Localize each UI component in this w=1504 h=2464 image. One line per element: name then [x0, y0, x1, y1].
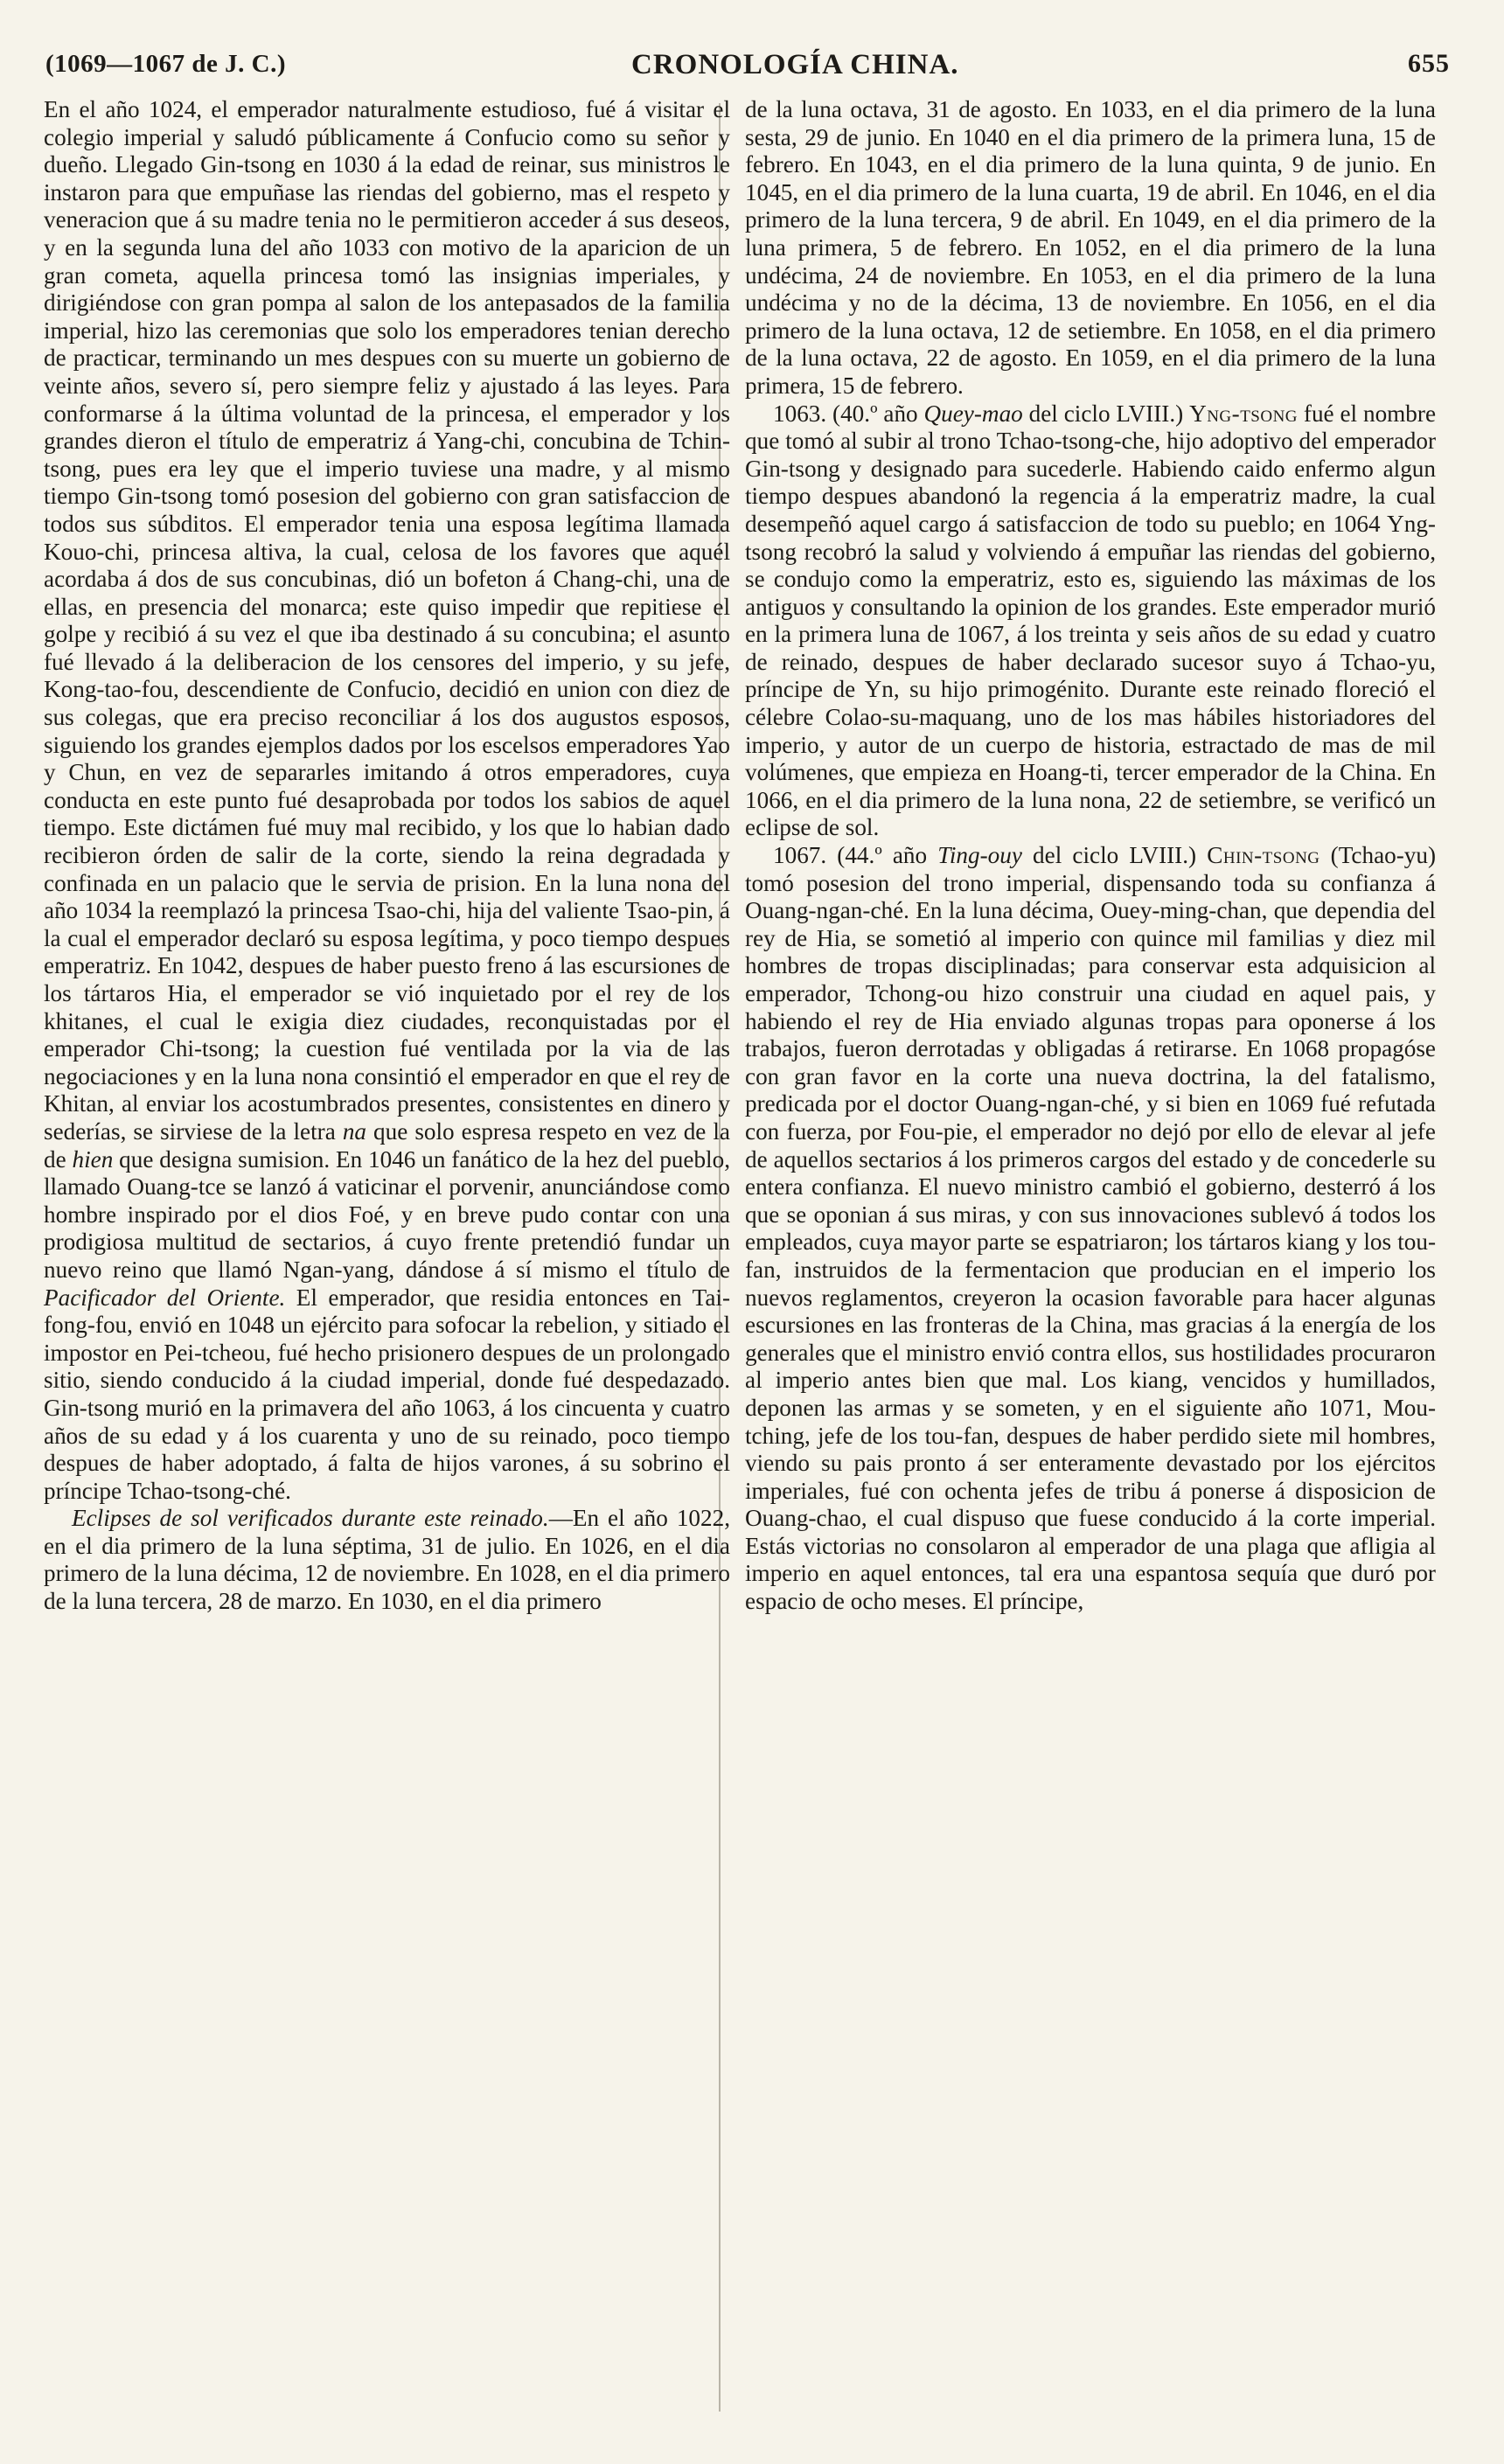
- entry-1067-intro: 1067. (44.º año: [773, 842, 928, 869]
- eclipses-heading: Eclipses de sol verificados durante este reinado.: [72, 1505, 549, 1532]
- entry-1067: [745, 842, 1436, 1616]
- right-paragraph-continuation: de la luna octava, 31 de agosto. En 1033, en el dia primero de la luna sesta, 29 de junio. En 1040 en el dia primero de la primera luna, 15 de febrero. En 1043, en el dia primero de la luna quinta, 9 de junio. En 1045, en el dia primero de la luna cuarta, 19 de abril. En 1046, en el dia primero de la luna tercera, 9 de abril. En 1049, en el dia primero de la luna primera, 5 de febrero. En 1052, en el dia primero de la luna undécima, 24 de noviembre. En 1053, en el dia primero de la luna undécima y no de la décima, 13 de noviembre. En 1056, en el dia primero de la luna octava, 12 de setiembre. En 1058, en el dia primero de la luna octava, 22 de agosto. En 1059, en el dia primero de la luna primera, 15 de febrero.: [745, 96, 1436, 399]
- right-column: [745, 96, 1436, 1616]
- entry-1067-text: (Tchao-yu) tomó posesion del trono imperial, dispensando toda su confianza á Ouang-ngan-ché. En la luna décima, Ouey-ming-chan, que dependia del rey de Hia, se sometió al imperio con quince mil familias y diez mil hombres de tropas disciplinadas; para conservar esta adquisicion al emperador, Tchong-ou hizo construir una ciudad en aquel pais, y habiendo el rey de Hia enviado algunas tropas para oponerse á los trabajos, fueron derrotadas y obligadas á retirarse. En 1068 propagóse con gran favor en la corte una nueva doctrina, la del fatalismo, predicada por el doctor Ouang-ngan-ché, y si bien en 1069 fué refutada con fuerza, por Fou-pie, el emperador no dejó por ello de elevar al jefe de aquellos sectarios á los primeros cargos del estado y de concederle su entera confianza. El nuevo ministro cambió el gobierno, desterró á los que se oponian á sus miras, y con sus innovaciones sublevó á todos los empleados, cuya mayor parte se espatriaron; los tártaros kiang y los tou-fan, instruidos de la fermentacion que producian en el imperio los nuevos reglamentos, creyeron la ocasion favorable para hacer algunas escursiones en las fronteras de la China, mas gracias á la energía de los generales que el ministro envió contra ellos, sus hostilidades procuraron al imperio antes bien que mal. Los kiang, vencidos y humillados, deponen las armas y se someten, y en el siguiente año 1071, Mou-tching, jefe de los tou-fan, despues de haber perdido siete mil hombres, viendo su pais pronto á ser enteramente devastado por los ejércitos imperiales, fué con ochenta jefes de tribu á ponerse á disposicion de Ouang-chao, el cual dispuso que fuese conducido á la corte imperial. Estás victorias no consolaron al emperador de una plaga que afligia al imperio en aquel entonces, tal era una espantosa sequía que duró por espacio de ocho meses. El príncipe,: [745, 842, 1437, 1615]
- left-column: [44, 96, 730, 1616]
- entry-1067-ruler: Chin-tsong: [1207, 842, 1320, 869]
- left-text-d: El emperador, que residia entonces en Tai-fong-fou, envió en 1048 un ejército para sofocar la rebelion, y sitiado el impostor en Pei-tcheou, fué hecho prisionero despues de un prolongado sitio, siendo conducido á la ciudad imperial, donde fué despedazado. Gin-tsong murió en la primavera del año 1063, á los cincuenta y cuatro años de su edad y á los cuarenta y uno de su reinado, poco tiempo despues de haber adoptado, á falta de hijos varones, á su sobrino el príncipe Tchao-tsong-ché.: [44, 1284, 730, 1504]
- entry-1063-ruler: Yng-tsong: [1189, 400, 1299, 427]
- left-text-b: que solo espresa respeto en vez de la de: [44, 1117, 730, 1173]
- word-na: na: [342, 1117, 366, 1145]
- entry-1063-text: fué el nombre que tomó al subir al trono Tchao-tsong-che, hijo adoptivo del emperador Gin-tsong y designado para sucederle. Habiendo caido enfermo algun tiempo despues abandonó la regencia á la emperatriz madre, la cual desempeñó aquel cargo á satisfaccion de todo su pueblo; en 1064 Yng-tsong recobró la salud y volviendo á empuñar las riendas del gobierno, se condujo como la emperatriz, esto es, siguiendo las máximas de los antiguos y consultando la opinion de los grandes. Este emperador murió en la primera luna de 1067, á los treinta y seis años de su edad y cuatro de reinado, despues de haber declarado sucesor suyo á Tchao-yu, príncipe de Yn, su hijo primogénito. Durante este reinado floreció el célebre Colao-su-maquang, uno de los mas hábiles historiadores del imperio, y autor de un cuerpo de historia, estractado de mas de mil volúmenes, que empieza en Hoang-ti, tercer emperador de la China. En 1066, en el dia primero de la luna nona, 22 de setiembre, se verificó un eclipse de sol.: [745, 400, 1437, 841]
- word-hien: hien: [72, 1145, 114, 1173]
- left-text-a: En el año 1024, el emperador naturalmente estudioso, fué á visitar el colegio imperial y saludó públicamente á Confucio como su señor y dueño. Llegado Gin-tsong en 1030 á la edad de reinar, sus ministros le instaron para que empuñase las riendas del gobierno, mas el respeto y veneracion que á su madre tenia no le permitieron acceder á sus deseos, y en la segunda luna del año 1033 con motivo de la aparicion de un gran cometa, aquella princesa tomó las insignias imperiales, y dirigiéndose con gran pompa al salon de los antepasados de la familia imperial, hizo las ceremonias que solo los emperadores tenian derecho de practicar, terminando un mes despues con su muerte un gobierno de veinte años, severo sí, pero siempre feliz y ajustado á las leyes. Para conformarse á la última voluntad de la princesa, el emperador y los grandes dieron el título de emperatriz á Yang-chi, concubina de Tchin-tsong, pues era ley que el imperio tuviese una madre, y al mismo tiempo Gin-tsong tomó posesion del gobierno con gran satisfaccion de todos sus súbditos. El emperador tenia una esposa legítima llamada Kouo-chi, princesa altiva, la cual, celosa de los favores que aquél acordaba á dos de sus concubinas, dió un bofeton á Chang-chi, una de ellas, en presencia del monarca; este quiso impedir que repitiese el golpe y recibió á su vez el que iba destinado á su concubina; el asunto fué llevado á la deliberacion de los censores del imperio, y su jefe, Kong-tao-fou, descendiente de Confucio, decidió en union con diez de sus colegas, que era preciso reconciliar á los dos augustos esposos, siguiendo los grandes ejemplos dados por los escelsos emperadores Yao y Chun, en vez de separarles imitando á otros emperadores, cuya conducta en este punto fué desaprobada por todos los sabios de aquel tiempo. Este dictámen fué muy mal recibido, y los que lo habian dado recibieron órden de salir de la corte, siendo la reina degradada y confinada en un palacio que le servia de prision. En la luna nona del año 1034 la reemplazó la princesa Tsao-chi, hija del valiente Tsao-pin, á la cual el emperador declaró su esposa legítima, y poco tiempo despues emperatriz. En 1042, despues de haber puesto freno á las escursiones de los tártaros Hia, el emperador se vió inquietado por el rey de los khitanes, el cual le exigia diez ciudades, reconquistadas por el emperador Chi-tsong; la cuestion fué ventilada por la via de las negociaciones y en la luna nona consintió el emperador en que el rey de Khitan, al enviar los acostumbrados presentes, consistentes en dinero y sederías, se sirviese de la letra: [44, 96, 730, 1145]
- eclipses-text: —En el año 1022, en el dia primero de la luna séptima, 31 de julio. En 1026, en el dia primero de la luna décima, 12 de noviembre. En 1028, en el dia primero de la luna tercera, 28 de marzo. En 1030, en el dia primero: [44, 1505, 730, 1615]
- entry-1067-cycle-name: Ting-ouy: [937, 842, 1022, 869]
- page-number: 655: [1408, 49, 1450, 78]
- title-pacificador: Pacificador del Oriente.: [44, 1284, 286, 1311]
- running-head-dates: (1069—1067 de J. C.): [45, 50, 287, 78]
- entry-1063-intro: 1063. (40.º año: [773, 400, 918, 427]
- left-paragraph-main: [44, 96, 730, 1505]
- running-head: [45, 49, 1450, 84]
- running-head-title: CRONOLOGÍA CHINA.: [631, 49, 959, 80]
- eclipses-paragraph: [44, 1505, 730, 1615]
- entry-1067-cycle: del ciclo LVIII.): [1033, 842, 1197, 869]
- entry-1063-cycle-name: Quey-mao: [923, 400, 1023, 427]
- entry-1063: [745, 400, 1436, 843]
- left-text-c: que designa sumision. En 1046 un fanático de la hez del pueblo, llamado Ouang-tce se lanzó á vaticinar el porvenir, anunciándose como hombre inspirado por el dios Foé, y en breve pudo contar con una prodigiosa multitud de sectarios, á cuyo frente pretendió fundar un nuevo reino que llamó Ngan-yang, dándose á sí mismo el título de: [44, 1145, 731, 1283]
- entry-1063-cycle: del ciclo LVIII.): [1028, 400, 1184, 427]
